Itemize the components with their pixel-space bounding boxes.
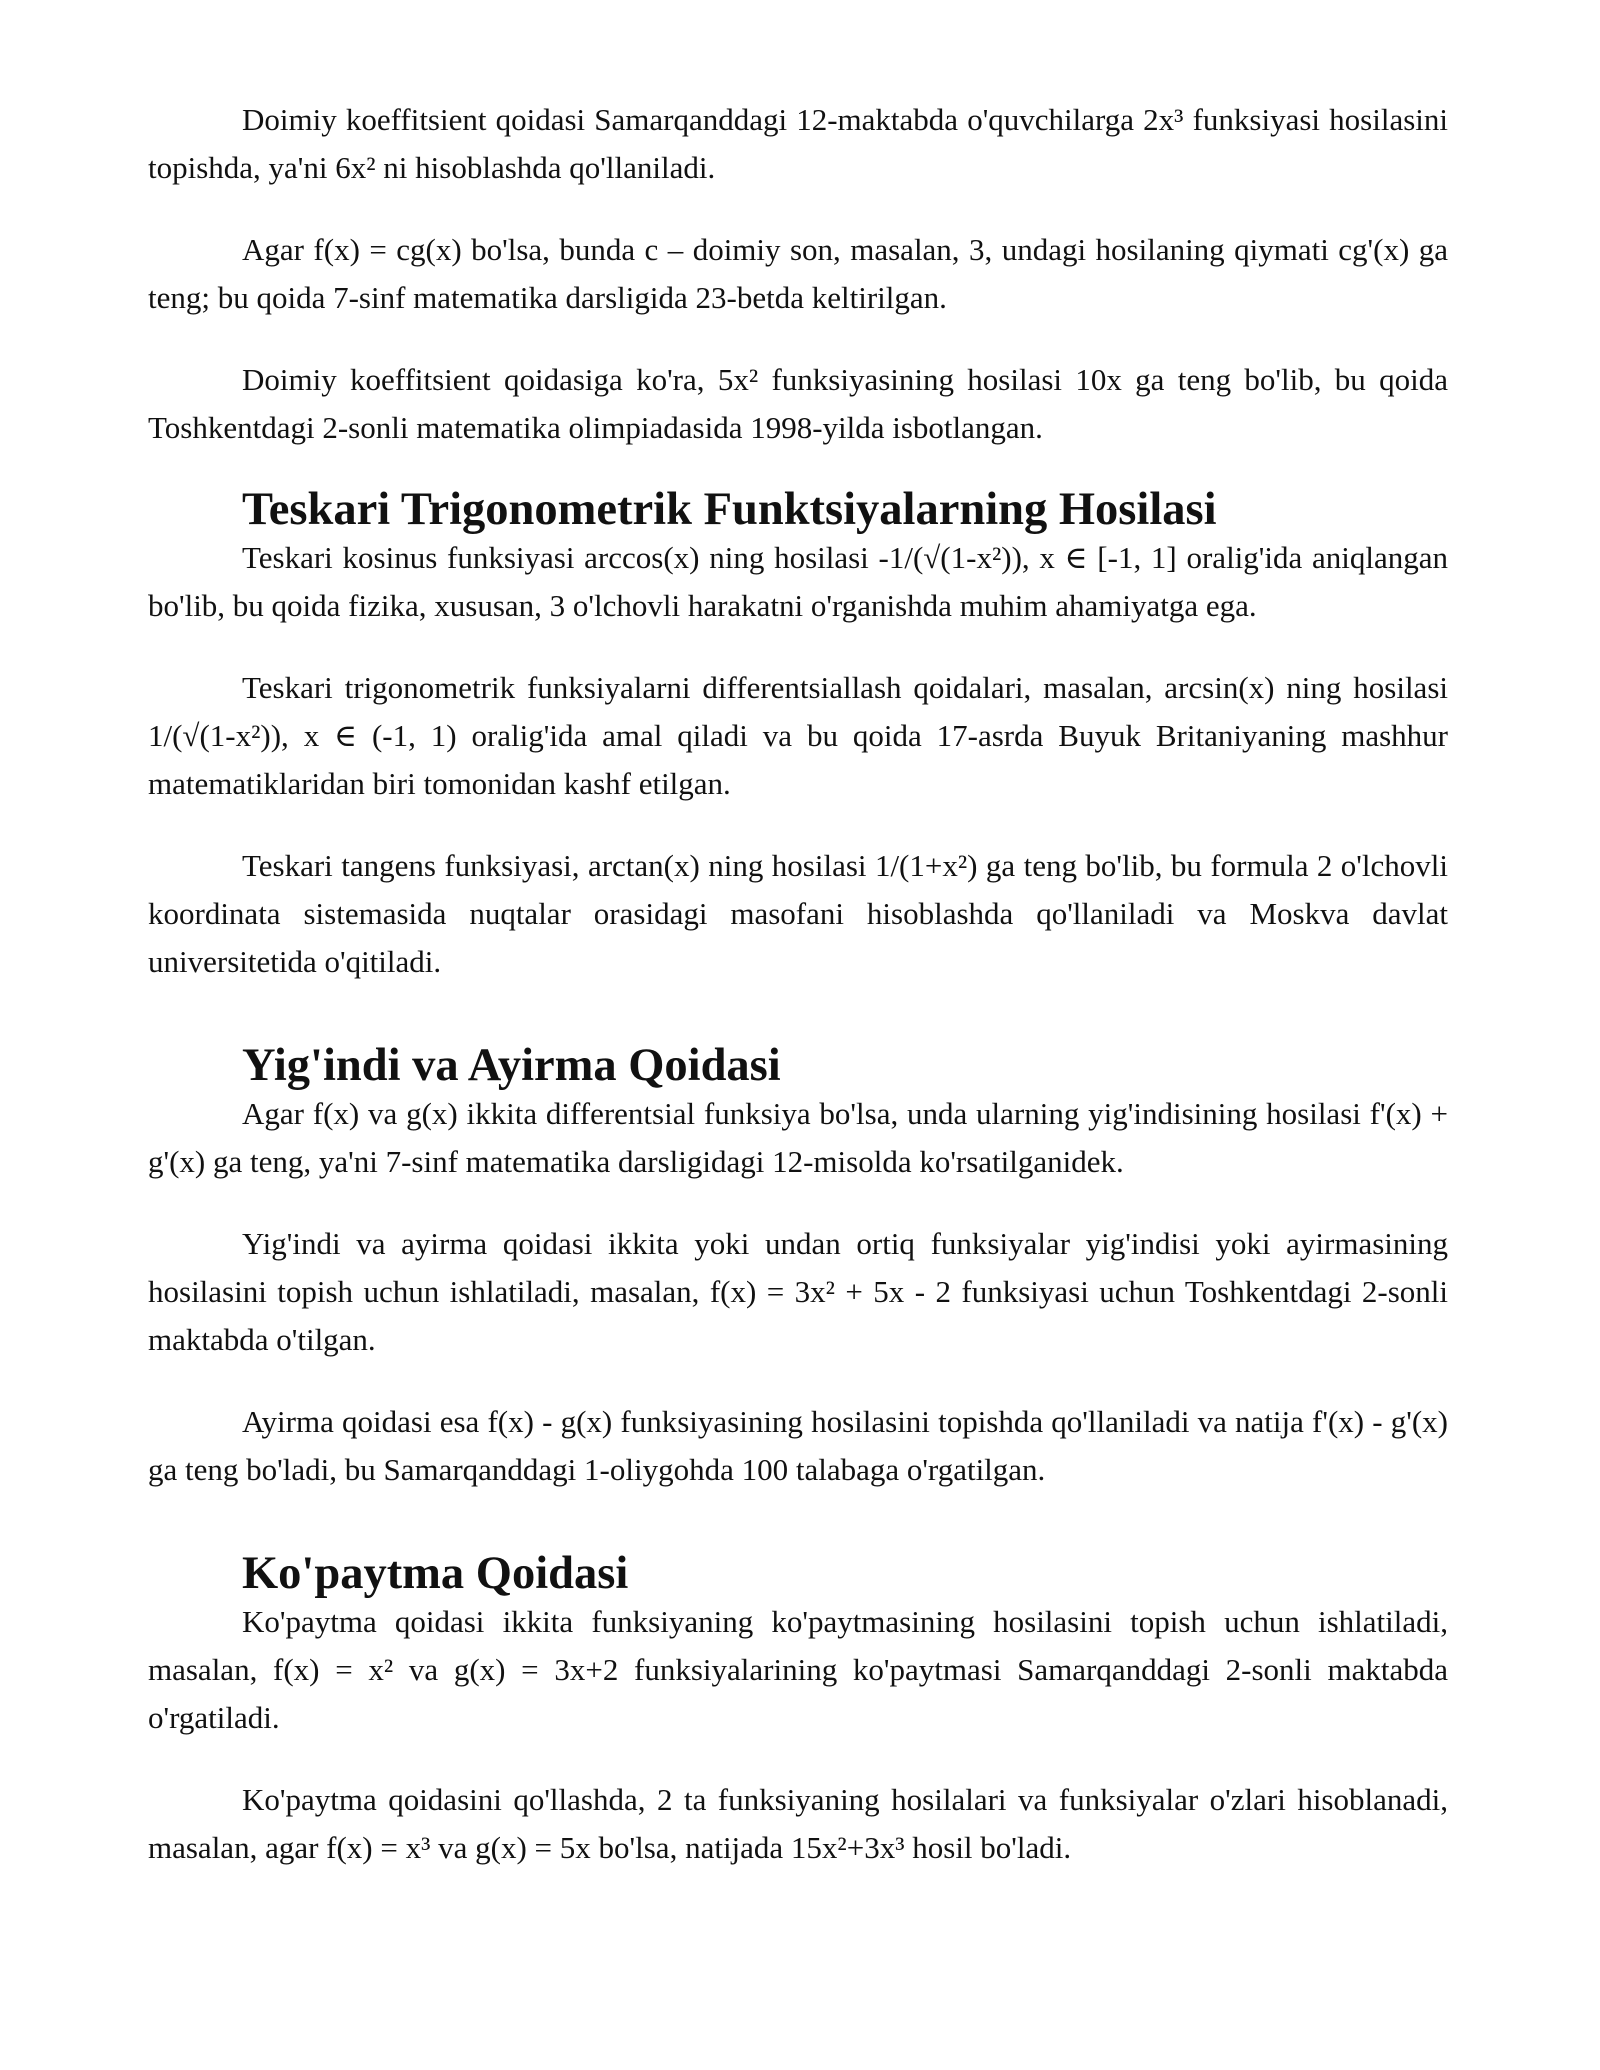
paragraph-constant-rule-1: Doimiy koeffitsient qoidasi Samarqanddagi 12-maktabda o'quvchilarga 2x³ funksiyasi hosilasini topishda, ya'ni 6x² ni hisoblashda qo'llaniladi.: [148, 102, 1448, 185]
paragraph-constant-rule-3: Doimiy koeffitsient qoidasiga ko'ra, 5x² funksiyasining hosilasi 10x ga teng bo'lib, bu qoida Toshkentdagi 2-sonli matematika olimpiadasida 1998-yilda isbotlangan.: [148, 362, 1448, 445]
section-heading-sum-difference: Yig'indi va Ayirma Qoidasi: [242, 1040, 781, 1091]
paragraph-constant-rule-2: Agar f(x) = cg(x) bo'lsa, bunda c – doimiy son, masalan, 3, undagi hosilaning qiymati cg'(x) ga teng; bu qoida 7-sinf matematika darsligida 23-betda keltirilgan.: [148, 232, 1448, 315]
section-spacer: [148, 1528, 1448, 1550]
section-sum-difference: [148, 1042, 1448, 1494]
section-heading-inverse-trig: Teskari Trigonometrik Funktsiyalarning Hosilasi: [242, 484, 1217, 535]
paragraph-sum-difference-example: Yig'indi va ayirma qoidasi ikkita yoki undan ortiq funksiyalar yig'indisi yoki ayirmasining hosilasini topish uchun ishlatiladi, masalan, f(x) = 3x² + 5x - 2 funksiyasi uchun Toshkentdagi 2-sonli maktabda o'tilgan.: [148, 1226, 1448, 1357]
paragraph-arccos: Teskari kosinus funksiyasi arccos(x) ning hosilasi -1/(√(1-x²)), x ∈ [-1, 1] oralig'ida aniqlangan bo'lib, bu qoida fizika, xususan, 3 o'lchovli harakatni o'rganishda muhim ahamiyatga ega.: [148, 540, 1448, 623]
paragraph-arctan: Teskari tangens funksiyasi, arctan(x) ning hosilasi 1/(1+x²) ga teng bo'lib, bu formula 2 o'lchovli koordinata sistemasida nuqtalar orasidagi masofani hisoblashda qo'llaniladi va Moskva davlat universitetida o'qitiladi.: [148, 848, 1448, 979]
paragraph-product-example: Ko'paytma qoidasini qo'llashda, 2 ta funksiyaning hosilalari va funksiyalar o'zlari hisoblanadi, masalan, agar f(x) = x³ va g(x) = 5x bo'lsa, natijada 15x²+3x³ hosil bo'ladi.: [148, 1782, 1448, 1865]
paragraph-difference-rule: Ayirma qoidasi esa f(x) - g(x) funksiyasining hosilasini topishda qo'llaniladi va natija f'(x) - g'(x) ga teng bo'ladi, bu Samarqanddagi 1-oliygohda 100 talabaga o'rgatilgan.: [148, 1404, 1448, 1487]
document-page: [148, 96, 1448, 1906]
section-product-rule: [148, 1550, 1448, 1872]
paragraph-sum-rule: Agar f(x) va g(x) ikkita differentsial funksiya bo'lsa, unda ularning yig'indisining hosilasi f'(x) + g'(x) ga teng, ya'ni 7-sinf matematika darsligidagi 12-misolda ko'rsatilganidek.: [148, 1096, 1448, 1179]
section-inverse-trig: [148, 486, 1448, 986]
paragraph-arcsin: Teskari trigonometrik funksiyalarni differentsiallash qoidalari, masalan, arcsin(x) ning hosilasi 1/(√(1-x²)), x ∈ (-1, 1) oralig'ida amal qiladi va bu qoida 17-asrda Buyuk Britaniyaning mashhur matematiklaridan biri tomonidan kashf etilgan.: [148, 670, 1448, 801]
paragraph-product-rule: Ko'paytma qoidasi ikkita funksiyaning ko'paytmasining hosilasini topish uchun ishlatiladi, masalan, f(x) = x² va g(x) = 3x+2 funksiyalarining ko'paytmasi Samarqanddagi 2-sonli maktabda o'rgatiladi.: [148, 1604, 1448, 1735]
section-spacer: [148, 1020, 1448, 1042]
section-heading-product-rule: Ko'paytma Qoidasi: [242, 1548, 629, 1599]
